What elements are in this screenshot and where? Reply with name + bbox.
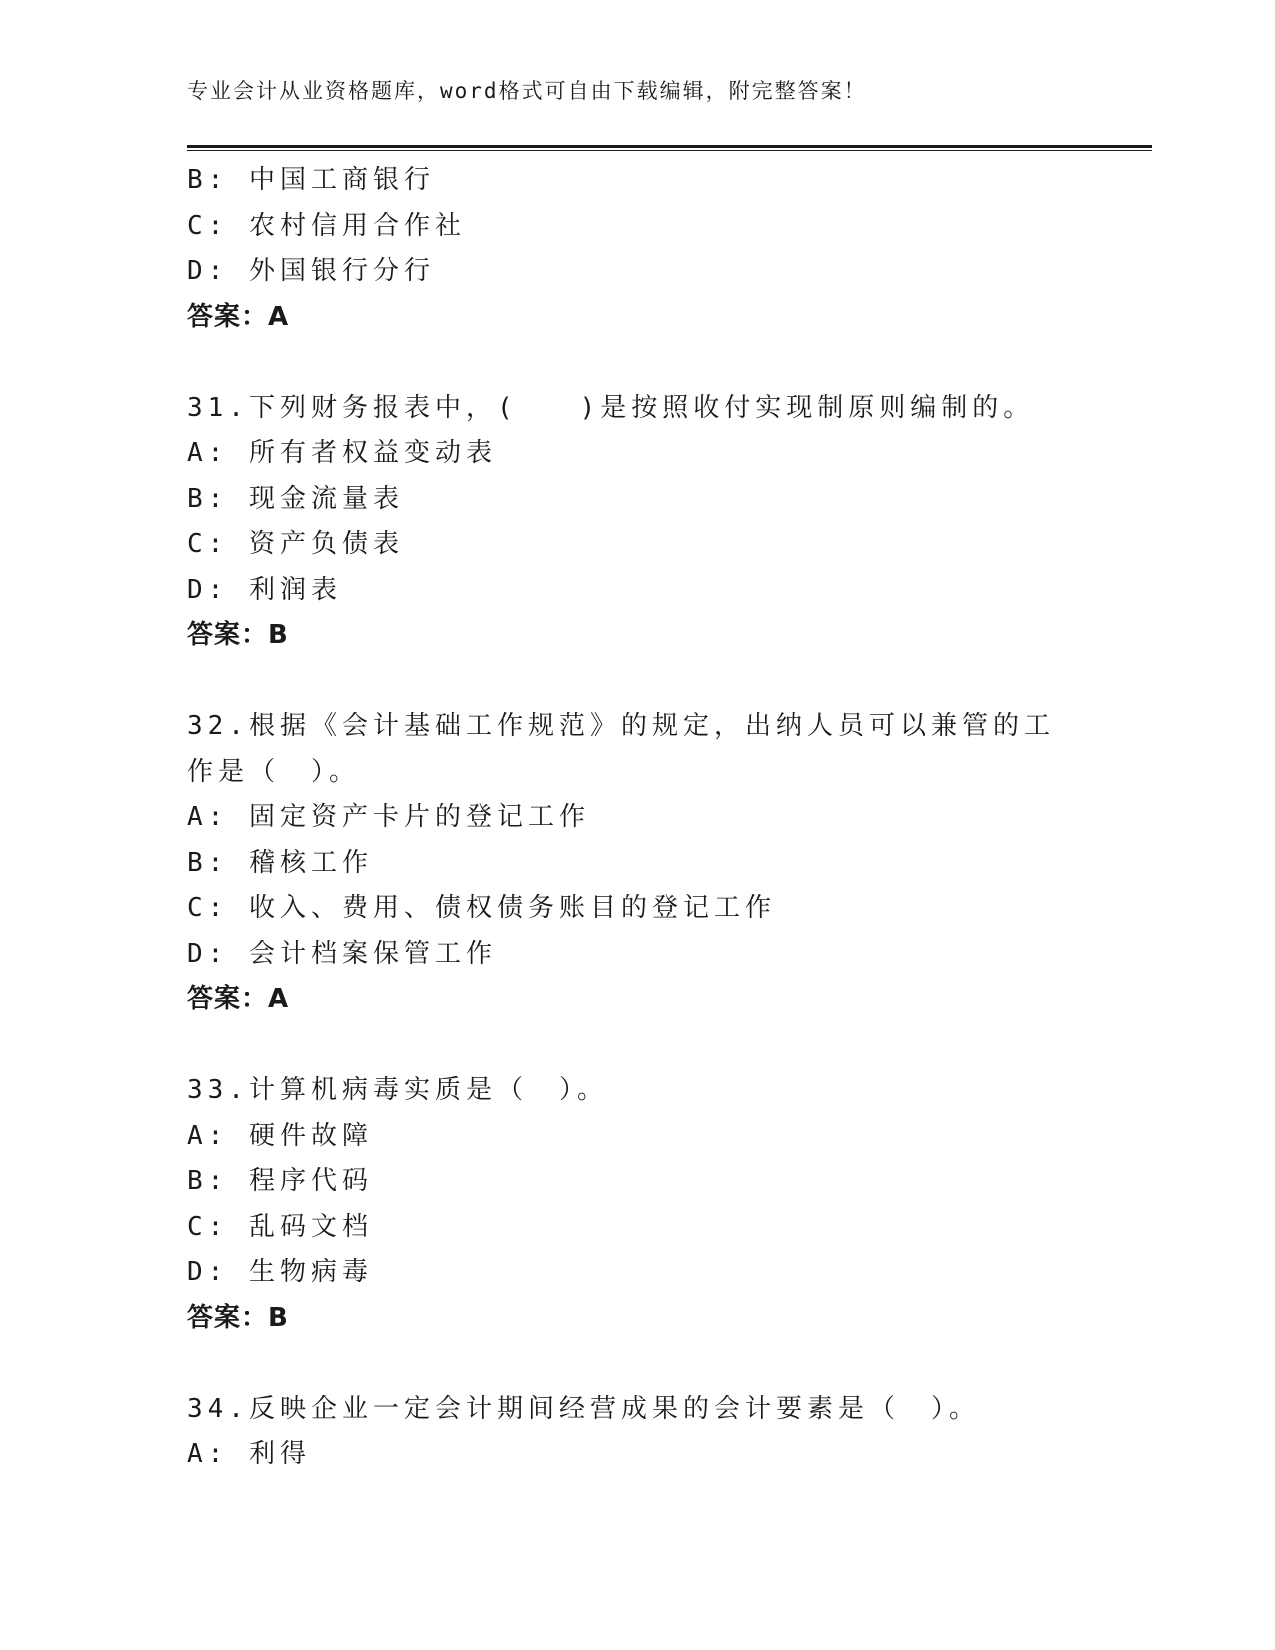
option-a: A: 利得 xyxy=(187,1439,311,1469)
question-list xyxy=(187,158,1087,1478)
option-b: B: 现金流量表 xyxy=(187,483,404,514)
option-b: B: 稽核工作 xyxy=(187,847,373,878)
option-a: A: 所有者权益变动表 xyxy=(187,438,497,468)
answer-label: 答案：A xyxy=(187,984,290,1014)
answer-label: 答案：B xyxy=(187,620,289,650)
option-c: C: 农村信用合作社 xyxy=(187,210,466,241)
page-header: 专业会计从业资格题库，word格式可自由下载编辑，附完整答案！ xyxy=(187,79,867,103)
option-d: D: 外国银行分行 xyxy=(187,256,435,286)
answer-label: 答案：A xyxy=(187,301,290,332)
option-d: D: 利润表 xyxy=(187,574,342,605)
answer-label: 答案：B xyxy=(187,1302,289,1333)
question-text: 34.反映企业一定会计期间经营成果的会计要素是（ ）。 xyxy=(187,1393,980,1424)
option-a: A: 固定资产卡片的登记工作 xyxy=(187,802,590,832)
option-d: D: 生物病毒 xyxy=(187,1257,373,1287)
question-block-32 xyxy=(187,704,1087,1023)
question-text: 32.根据《会计基础工作规范》的规定，出纳人员可以兼管的工作是（ ）。 xyxy=(187,711,1055,787)
header-rule-thick xyxy=(187,145,1152,148)
option-a: A: 硬件故障 xyxy=(187,1120,373,1151)
question-block-34 xyxy=(187,1387,1087,1478)
option-d: D: 会计档案保管工作 xyxy=(187,938,497,969)
question-block-33 xyxy=(187,1068,1087,1341)
header-rule-thin xyxy=(187,150,1152,151)
option-b: B: 中国工商银行 xyxy=(187,165,435,195)
option-b: B: 程序代码 xyxy=(187,1166,373,1196)
question-block-30 xyxy=(187,158,1087,340)
option-c: C: 乱码文档 xyxy=(187,1211,373,1242)
question-text: 33.计算机病毒实质是（ ）。 xyxy=(187,1075,608,1105)
question-block-31 xyxy=(187,386,1087,659)
question-text: 31.下列财务报表中，( )是按照收付实现制原则编制的。 xyxy=(187,392,1035,423)
option-c: C: 收入、费用、债权债务账目的登记工作 xyxy=(187,893,776,923)
option-c: C: 资产负债表 xyxy=(187,529,404,559)
